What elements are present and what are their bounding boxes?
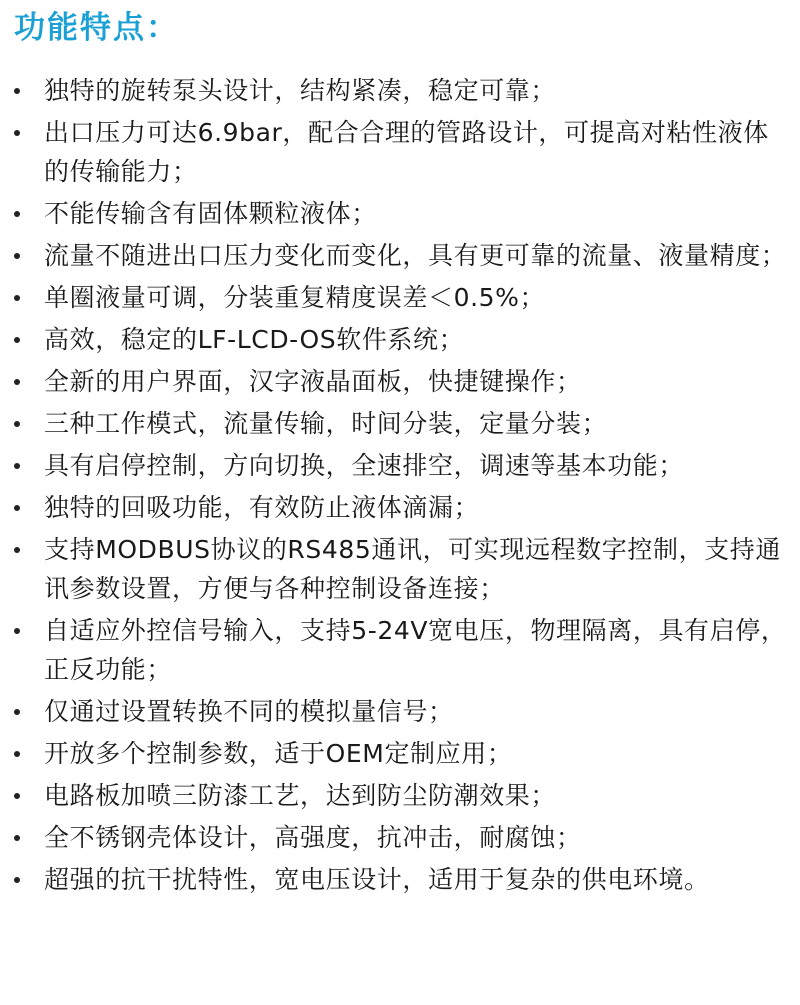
feature-text: 支持MODBUS协议的RS485通讯，可实现远程数字控制，支持通讯参数设置，方便与各种控制设备连接； — [44, 535, 781, 603]
bullet-icon — [14, 877, 20, 883]
bullet-icon — [14, 211, 20, 217]
feature-text: 开放多个控制参数，适于OEM定制应用； — [44, 738, 513, 768]
list-item — [0, 735, 800, 774]
bullet-icon — [14, 463, 20, 469]
feature-text: 出口压力可达6.9bar，配合合理的管路设计，可提高对粘性液体的传输能力； — [44, 118, 769, 186]
feature-text: 超强的抗干扰特性，宽电压设计，适用于复杂的供电环境。 — [44, 865, 710, 894]
feature-text: 仅通过设置转换不同的模拟量信号； — [44, 696, 454, 726]
bullet-icon — [14, 793, 20, 799]
list-item — [0, 195, 800, 234]
list-item — [0, 72, 800, 111]
bullet-icon — [14, 835, 20, 841]
feature-text: 不能传输含有固体颗粒液体； — [44, 198, 377, 228]
feature-text: 独特的回吸功能，有效防止液体滴漏； — [44, 493, 480, 523]
list-item — [0, 819, 800, 858]
list-item — [0, 114, 800, 191]
bullet-icon — [14, 421, 20, 427]
page-title: 功能特点： — [14, 10, 179, 46]
bullet-icon — [14, 337, 20, 343]
bullet-icon — [14, 709, 20, 715]
list-item — [0, 489, 800, 528]
list-item — [0, 777, 800, 816]
list-item — [0, 321, 800, 360]
feature-text: 单圈液量可调，分装重复精度误差＜0.5%； — [44, 282, 546, 312]
feature-list — [0, 72, 800, 903]
feature-text: 三种工作模式，流量传输，时间分装，定量分装； — [44, 409, 608, 439]
bullet-icon — [14, 253, 20, 259]
list-item — [0, 693, 800, 732]
bullet-icon — [14, 130, 20, 136]
feature-text: 独特的旋转泵头设计，结构紧凑，稳定可靠； — [44, 76, 557, 105]
bullet-icon — [14, 751, 20, 757]
feature-text: 全新的用户界面，汉字液晶面板，快捷键操作； — [44, 367, 582, 397]
list-item — [0, 405, 800, 444]
bullet-icon — [14, 379, 20, 385]
list-item — [0, 447, 800, 486]
bullet-icon — [14, 547, 20, 553]
bullet-icon — [14, 628, 20, 634]
bullet-icon — [14, 295, 20, 301]
list-item — [0, 531, 800, 608]
list-item — [0, 363, 800, 402]
feature-text: 电路板加喷三防漆工艺，达到防尘防潮效果； — [44, 780, 557, 810]
feature-text: 流量不随进出口压力变化而变化，具有更可靠的流量、液量精度； — [44, 240, 787, 270]
feature-text: 自适应外控信号输入，支持5-24V宽电压，物理隔离，具有启停，正反功能； — [44, 616, 787, 684]
feature-text: 高效，稳定的LF-LCD-OS软件系统； — [44, 324, 465, 354]
list-item — [0, 237, 800, 276]
list-item — [0, 861, 800, 900]
feature-text: 全不锈钢壳体设计，高强度，抗冲击，耐腐蚀； — [44, 822, 582, 852]
bullet-icon — [14, 88, 20, 94]
feature-text: 具有启停控制，方向切换，全速排空，调速等基本功能； — [44, 451, 685, 481]
bullet-icon — [14, 505, 20, 511]
list-item — [0, 612, 800, 689]
list-item — [0, 279, 800, 318]
